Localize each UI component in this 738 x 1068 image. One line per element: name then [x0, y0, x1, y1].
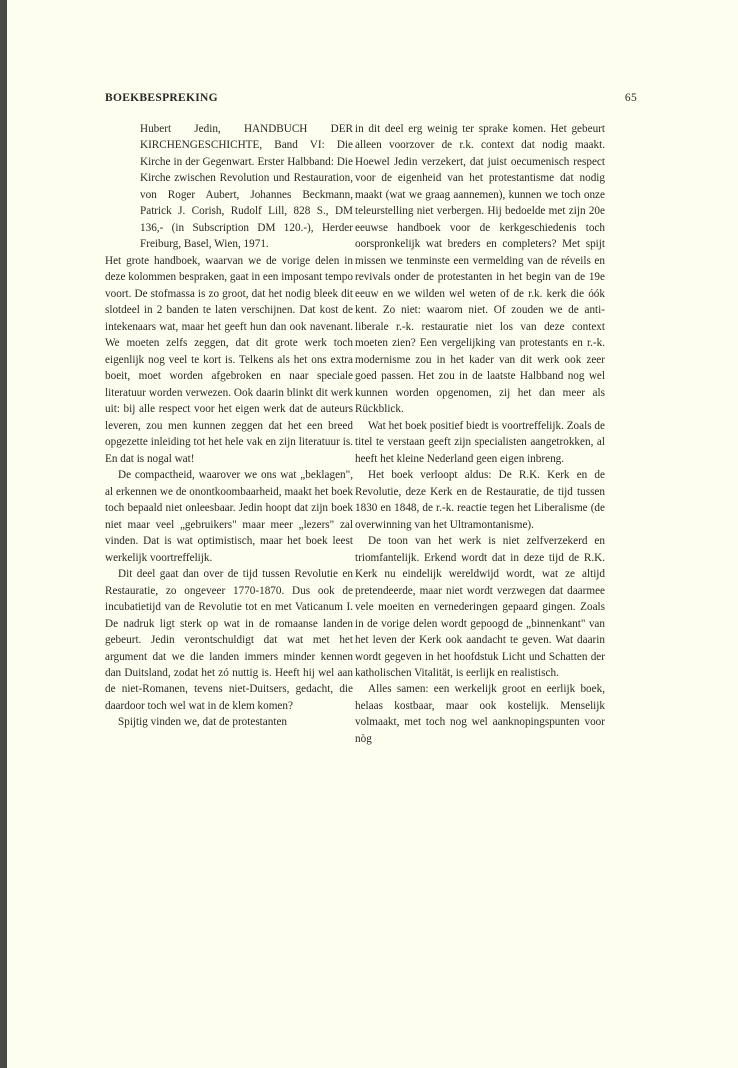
page-number: 65: [624, 92, 637, 104]
book-citation: Hubert Jedin, HANDBUCH DER KIRCHENGESCHICHTE, Band VI: Die Kirche in der Gegenwart. Erster Halbband: Die Kirche zwischen Revolution und Restauration, von Roger Aubert, Johannes Beckmann, Patrick J. Corish, Rudolf Lill, 828 S., DM 136,- (in Subscription DM 120.-), Herder Freiburg, Basel, Wien, 1971.: [140, 123, 353, 251]
paragraph: De compactheid, waarover we ons wat „beklagen", al erkennen we de onontkoombaarheid, maakt het boek toch bepaald niet onleesbaar. Jedin hoopt dat zijn boek niet maar veel „gebruikers" maar meer „lezers" zal vinden. Dat is wat optimistisch, maar het boek leest werkelijk voortreffelijk.: [105, 469, 353, 564]
right-column: [355, 121, 605, 747]
paragraph: Spijtig vinden we, dat de protestanten: [118, 716, 288, 729]
running-head: BOEKBESPREKING: [105, 92, 218, 104]
paragraph: Alles samen: een werkelijk groot en eerlijk boek, helaas kostbaar, maar ook kostelijk. Menselijk volmaakt, met toch nog wel aanknopingspunten voor nòg: [355, 683, 605, 745]
paragraph: Het grote handboek, waarvan we de vorige delen in deze kolommen bespraken, gaat in een imposant tempo voort. De stofmassa is zo groot, dat het nodig bleek dit slotdeel in 2 banden te laten verschijnen. Dat kost de intekenaars wat, maar het geeft hun dan ook navenant. We moeten zelfs zeggen, dat dit grote werk toch eigenlijk nog veel te kort is. Telkens als het ons extra boeit, moet worden afgebroken en naar speciale literatuur worden verwezen. Ook daarin blinkt dit werk uit: bij alle respect voor het eigen werk dat de auteurs leveren, zou men kunnen zeggen dat het een breed opgezette inleiding tot het hele vak en zijn literatuur is. En dat is nogal wat!: [105, 254, 353, 465]
scan-page-edge: [0, 0, 7, 1068]
paragraph: Wat het boek positief biedt is voortreffelijk. Zoals de titel te verstaan geeft zijn specialisten aangetrokken, al heeft het kleine Nederland geen eigen inbreng.: [355, 419, 605, 465]
paragraph: Het boek verloopt aldus: De R.K. Kerk en de Revolutie, deze Kerk en de Restauratie, de tijd tussen 1830 en 1848, de r.-k. reactie tegen het Liberalisme (de overwinning van het Ultramontanisme).: [355, 469, 605, 531]
paragraph: in dit deel erg weinig ter sprake komen. Het gebeurt alleen voorzover de r.k. context dat nodig maakt. Hoewel Jedin verzekert, dat juist oecumenisch respect voor de eigenheid van het protestantisme dat nodig maakt (wat we graag aannemen), kunnen we toch onze teleurstelling niet verbergen. Hij bedoelde met zijn 20e eeuwse handboek voor de kerkgeschiedenis toch oorspronkelijk wat breders en completers? Met spijt missen we tenminste een vermelding van de réveils en revivals onder de protestanten in het begin van de 19e eeuw en we wilden wel weten of de r.k. kerk die óók kent. Zo niet: waarom niet. Of zouden we de anti-liberale r.-k. restauratie niet los van deze context moeten zien? Een vergelijking van protestants en r.-k. modernisme zou in het kader van dit werk ook zeer goed passen. Het zou in de laatste Halbband nog wel kunnen worden opgenomen, zij het dan meer als Rückblick.: [355, 123, 605, 416]
paragraph: Dit deel gaat dan over de tijd tussen Revolutie en Restauratie, zo ongeveer 1770-1870. Dus ook de incubatietijd van de Revolutie tot en met Vaticanum I. De nadruk ligt sterk op wat in de romaanse landen gebeurt. Jedin verontschuldigt dat wat met het argument dat we die landen immers minder kennen dan Duitsland, zodat het zó nuttig is. Heeft hij wel aan de niet-Romanen, tevens niet-Duitsers, gedacht, die daardoor toch wel wat in de klem komen?: [105, 568, 353, 712]
page-header: [105, 92, 637, 106]
paragraph: De toon van het werk is niet zelfverzekerd en triomfantelijk. Erkend wordt dat in deze tijd de R.K. Kerk nu eindelijk wereldwijd wordt, wat ze altijd pretendeerde, maar niet wordt verzwegen dat daarmee vele moeiten en vernederingen gepaard gingen. Zoals in de vorige delen wordt gepoogd de „binnenkant" van het leven der Kerk ook aandacht te geven. Wat daarin wordt gegeven in het hoofdstuk Licht und Schatten der katholischen Vitalität, is eerlijk en realistisch.: [355, 535, 605, 679]
left-column: [105, 121, 353, 731]
